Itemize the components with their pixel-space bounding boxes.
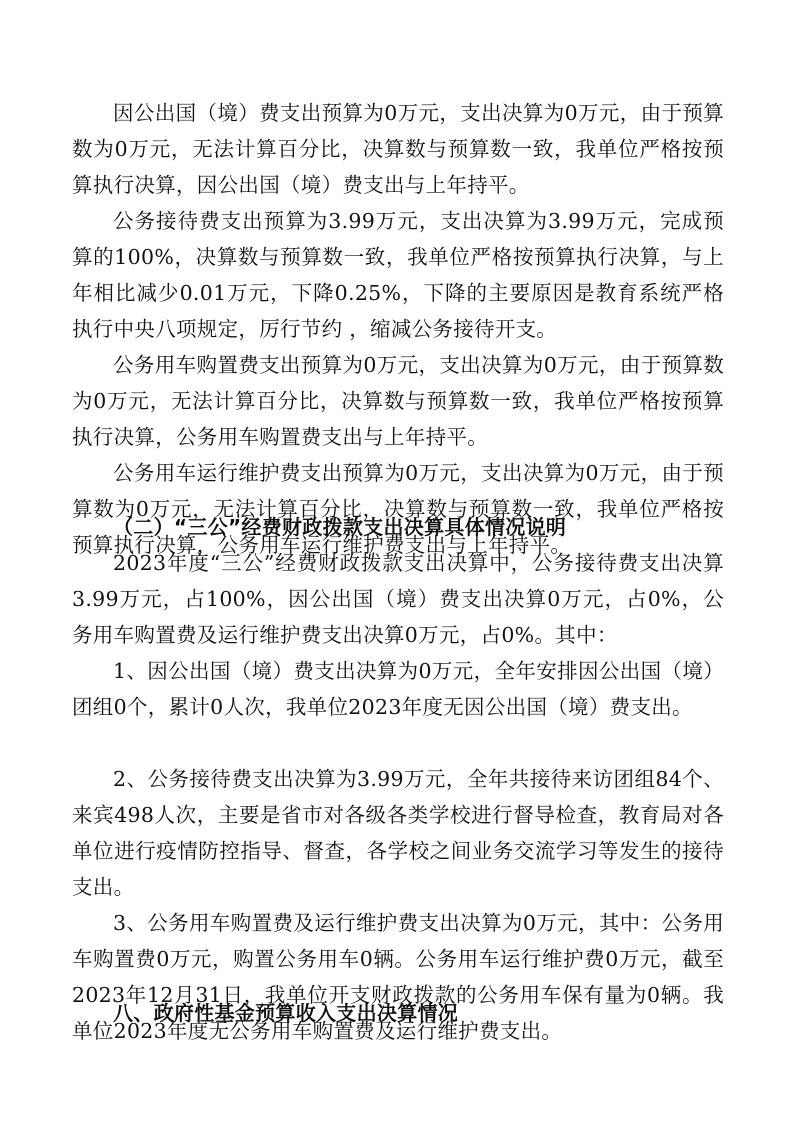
paragraph-overseas-trips: 因公出国（境）费支出预算为0万元，支出决算为0万元，由于预算数为0万元，无法计算百分比，决算数与预算数一致，我单位严格按预算执行决算，因公出国（境）费支出与上年持平。 [72, 101, 724, 197]
paragraph-vehicle-purchase: 公务用车购置费支出预算为0万元，支出决算为0万元，由于预算数为0万元，无法计算百分比，决算数与预算数一致，我单位严格按预算执行决算，公务用车购置费支出与上年持平。 [72, 353, 724, 449]
paragraph-item-2: 2、公务接待费支出决算为3.99万元，全年共接待来访团组84个、来宾498人次，主要是省市对各级各类学校进行督导检查，教育局对各单位进行疫情防控指导、督查，各学校之间业务交流学习等发生的接待支出。 [72, 767, 724, 899]
section-heading-three-public: （二）“三公”经费财政拨款支出决算具体情况说明 [113, 515, 567, 539]
paragraph-three-public-summary: 2023年度“三公”经费财政拨款支出决算中，公务接待费支出决算3.99万元，占100%，因公出国（境）费支出决算0万元，占0%，公务用车购置费及运行维护费支出决算0万元，占0%。其中： [72, 551, 724, 647]
section-heading-government-funds: 八、政府性基金预算收入支出决算情况 [113, 1001, 459, 1025]
paragraph-item-1: 1、因公出国（境）费支出决算为0万元，全年安排因公出国（境）团组0个，累计0人次，我单位2023年度无因公出国（境）费支出。 [72, 659, 724, 719]
paragraph-vehicle-maintenance: 公务用车运行维护费支出预算为0万元，支出决算为0万元，由于预算数为0万元，无法计算百分比，决算数与预算数一致，我单位严格按预算执行决算，公务用车运行维护费支出与上年持平。 [72, 461, 724, 557]
paragraph-reception-expenses: 公务接待费支出预算为3.99万元，支出决算为3.99万元，完成预算的100%，决算数与预算数一致，我单位严格按预算执行决算，与上年相比减少0.01万元，下降0.25%，下降的主要原因是教育系统严格执行中央八项规定，厉行节约 ，缩减公务接待开支。 [72, 209, 724, 341]
paragraph-item-3: 3、公务用车购置费及运行维护费支出决算为0万元，其中：公务用车购置费0万元，购置公务用车0辆。公务用车运行维护费0万元，截至2023年12月31日，我单位开支财政拨款的公务用车保有量为0辆。我单位2023年度无公务用车购置费及运行维护费支出。 [72, 911, 724, 1043]
